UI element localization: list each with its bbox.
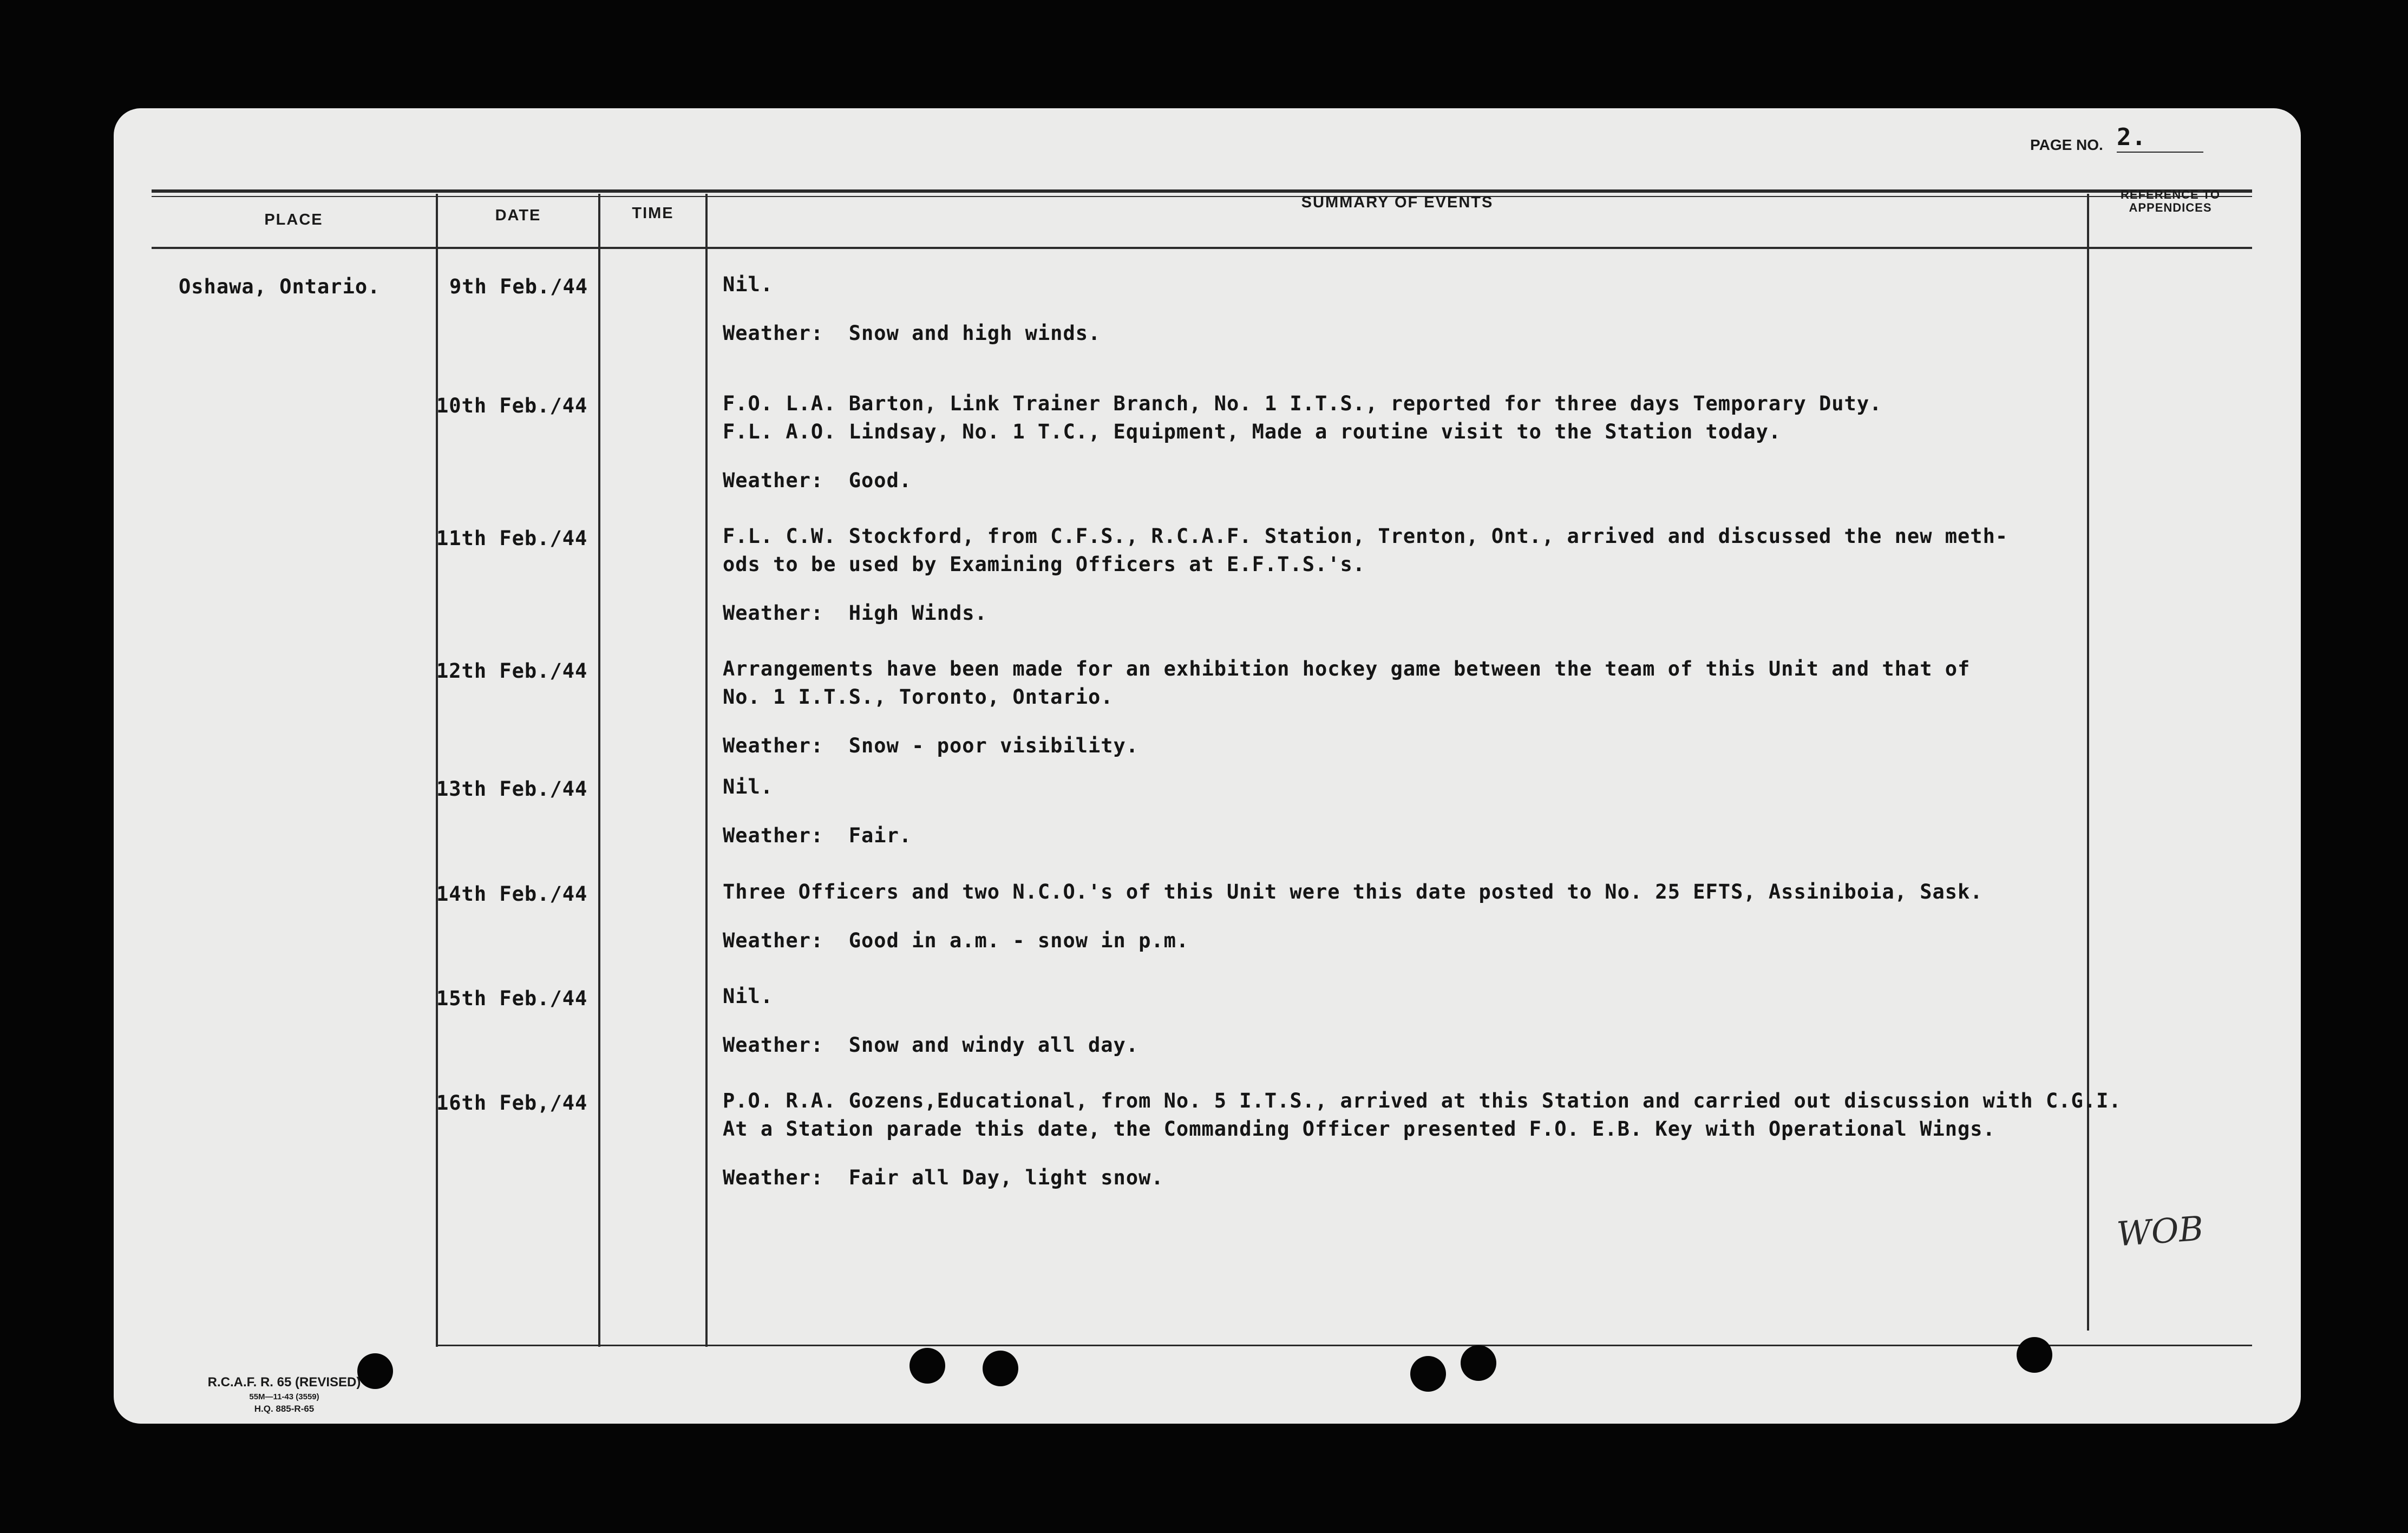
- entry-date: 13th Feb./44: [436, 777, 588, 801]
- entry-summary-line: Nil.: [723, 775, 774, 798]
- entry-weather-line: Weather: Fair.: [723, 824, 912, 847]
- entry-summary: [723, 878, 1983, 955]
- place-value: Oshawa, Ontario.: [179, 275, 381, 298]
- entry-spacer: [723, 299, 1101, 319]
- entry-spacer: [723, 1143, 2122, 1164]
- column-header-date: DATE: [495, 207, 541, 224]
- form-line1: R.C.A.F. R. 65 (REVISED): [207, 1375, 361, 1390]
- entry-summary-line: F.O. L.A. Barton, Link Trainer Branch, No. 1 I.T.S., reported for three days Temporary Duty.: [723, 392, 1882, 415]
- entry-summary-line: Arrangements have been made for an exhibition hockey game between the team of this Unit and that of: [723, 657, 1971, 680]
- form-line3: H.Q. 885-R-65: [254, 1404, 315, 1414]
- entry-summary: [723, 1087, 2122, 1192]
- entry-weather-line: Weather: Snow and windy all day.: [723, 1033, 1139, 1057]
- entry-summary: [723, 522, 2008, 627]
- entry-summary: [723, 390, 1882, 495]
- header-top-rule: [152, 189, 2252, 193]
- entry-spacer: [723, 801, 912, 822]
- entry-summary-line: At a Station parade this date, the Commanding Officer presented F.O. E.B. Key with Operational Wings.: [723, 1117, 1995, 1141]
- column-header-reference: [2089, 188, 2252, 214]
- initials-handwritten: WOB: [2115, 1208, 2205, 1254]
- binder-hole-3: [983, 1351, 1018, 1386]
- entry-spacer: [723, 906, 1983, 927]
- entry-date: 11th Feb./44: [436, 527, 588, 550]
- entry-weather-line: Weather: Good.: [723, 469, 912, 492]
- column-header-summary: SUMMARY OF EVENTS: [1301, 194, 1494, 211]
- column-divider-place: [436, 194, 438, 1347]
- column-divider-date: [598, 194, 600, 1347]
- entry-weather-line: Weather: Fair all Day, light snow.: [723, 1166, 1164, 1189]
- entry-spacer: [723, 579, 2008, 599]
- diary-form-card: [114, 108, 2301, 1424]
- entry-weather-line: Weather: Snow and high winds.: [723, 322, 1101, 345]
- entry-spacer: [723, 711, 1970, 732]
- entry-summary-line: ods to be used by Examining Officers at E.F.T.S.'s.: [723, 553, 1366, 576]
- entry-weather-line: Weather: High Winds.: [723, 601, 987, 625]
- reference-header-line2: APPENDICES: [2129, 201, 2212, 214]
- header-bottom-rule: [152, 247, 2252, 249]
- entry-summary-line: No. 1 I.T.S., Toronto, Ontario.: [723, 685, 1114, 709]
- entry-date: 12th Feb./44: [436, 659, 588, 683]
- entry-weather-line: Weather: Good in a.m. - snow in p.m.: [723, 929, 1189, 952]
- entry-summary-line: P.O. R.A. Gozens,Educational, from No. 5 I.T.S., arrived at this Station and carried out discussion with C.G.I.: [723, 1089, 2122, 1112]
- entry-summary-line: Nil.: [723, 985, 774, 1008]
- entry-summary: [723, 655, 1970, 760]
- entry-date: 9th Feb./44: [449, 275, 588, 298]
- table-bottom-rule: [436, 1345, 2252, 1346]
- binder-hole-5: [1461, 1345, 1496, 1381]
- page-number-value: 2.: [2117, 123, 2147, 151]
- entry-date: 10th Feb./44: [436, 394, 588, 417]
- binder-hole-4: [1410, 1356, 1446, 1392]
- entry-spacer: [723, 1011, 1138, 1031]
- column-header-time: TIME: [632, 205, 674, 222]
- binder-hole-6: [2017, 1337, 2052, 1373]
- entry-date: 14th Feb./44: [436, 882, 588, 906]
- form-line2: 55M—11-43 (3559): [249, 1392, 319, 1401]
- entry-weather-line: Weather: Snow - poor visibility.: [723, 734, 1139, 757]
- entry-summary-line: F.L. C.W. Stockford, from C.F.S., R.C.A.F. Station, Trenton, Ont., arrived and discussed the new meth-: [723, 525, 2008, 548]
- entry-summary: [723, 271, 1101, 348]
- binder-hole-1: [357, 1353, 393, 1389]
- entry-spacer: [723, 446, 1882, 467]
- page-number-underline: [2117, 152, 2203, 153]
- reference-header-line1: REFERENCE TO: [2121, 188, 2220, 201]
- column-divider-time: [705, 194, 708, 1347]
- entry-summary-line: F.L. A.O. Lindsay, No. 1 T.C., Equipment, Made a routine visit to the Station today.: [723, 420, 1782, 443]
- entry-summary-line: Nil.: [723, 273, 774, 296]
- entry-summary: [723, 773, 912, 850]
- entry-summary: [723, 982, 1138, 1059]
- page-number-label: PAGE NO.: [2030, 136, 2103, 153]
- entry-date: 16th Feb,/44: [436, 1091, 588, 1115]
- column-header-place: PLACE: [264, 211, 323, 228]
- entry-date: 15th Feb./44: [436, 987, 588, 1010]
- entry-summary-line: Three Officers and two N.C.O.'s of this Unit were this date posted to No. 25 EFTS, Assiniboia, Sask.: [723, 880, 1983, 903]
- binder-hole-2: [909, 1348, 945, 1384]
